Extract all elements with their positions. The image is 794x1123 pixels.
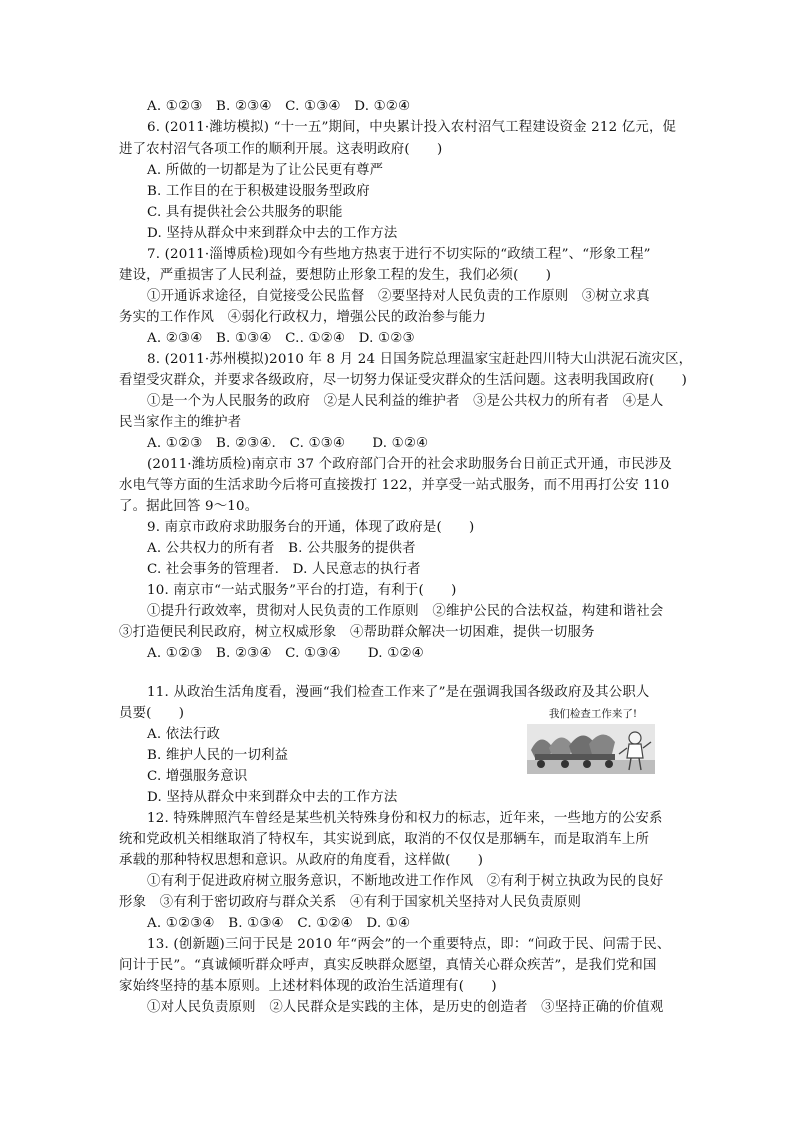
- q6-option-d: D. 坚持从群众中来到群众中去的工作方法: [147, 226, 398, 241]
- q13-stem-line-1: 13. (创新题)三问于民是 2010 年“两会”的一个重要特点，即：“问政于民、问需于民、: [147, 937, 671, 952]
- q13-stem-line-3: 家始终坚持的基本原则。上述材料体现的政治生活道理有( ): [119, 979, 497, 994]
- q7-options: A. ②③④ B. ①③④ C.. ①②④ D. ①②③: [147, 331, 415, 346]
- q8-items-line-2: 民当家作主的维护者: [119, 415, 242, 430]
- q11-option-d: D. 坚持从群众中来到群众中去的工作方法: [147, 790, 398, 805]
- q6-option-c: C. 具有提供社会公共服务的职能: [147, 205, 343, 220]
- q7-stem-line-2: 建设，严重损害了人民利益，要想防止形象工程的发生，我们必须( ): [119, 268, 552, 283]
- q9-options-ab: A. 公共权力的所有者 B. 公共服务的提供者: [147, 541, 416, 556]
- cartoon-caption: 我们检查工作来了!: [548, 708, 638, 720]
- q6-stem-line-1: 6. (2011·潍坊模拟) “十一五”期间，中央累计投入农村沼气工程建设资金 212 亿元，促: [147, 120, 677, 135]
- q8-items-line-1: ①是一个为人民服务的政府 ②是人民利益的维护者 ③是公共权力的所有者 ④是人: [147, 394, 664, 409]
- q7-items-line-2: 务实的工作作风 ④弱化行政权力，增强公民的政治参与能力: [119, 310, 486, 325]
- q12-stem-line-2: 统和党政机关相继取消了特权车，其实说到底，取消的不仅仅是那辆车，而是取消车上所: [119, 832, 650, 847]
- q11-stem-line-1: 11. 从政治生活角度看，漫画“我们检查工作来了”是在强调我国各级政府及其公职人: [147, 685, 650, 700]
- q8-options: A. ①②③ B. ②③④. C. ①③④ D. ①②④: [147, 436, 429, 451]
- q10-items-line-2: ③打造便民利民政府，树立权威形象 ④帮助群众解决一切困难，提供一切服务: [119, 625, 595, 640]
- q8-stem-line-2: 看望受灾群众，并要求各级政府，尽一切努力保证受灾群众的生活问题。这表明我国政府( ): [119, 373, 688, 388]
- q13-items-line-1: ①对人民负责原则 ②人民群众是实践的主体，是历史的创造者 ③坚持正确的价值观: [147, 1000, 664, 1015]
- q8-stem-line-1: 8. (2011·苏州模拟)2010 年 8 月 24 日国务院总理温家宝赶赴四川特大山洪泥石流灾区，: [147, 352, 693, 367]
- q5-options: A. ①②③ B. ②③④ C. ①③④ D. ①②④: [147, 99, 411, 114]
- q6-option-a: A. 所做的一切都是为了让公民更有尊严: [147, 163, 384, 178]
- q7-stem-line-1: 7. (2011·淄博质检)现如今有些地方热衷于进行不切实际的“政绩工程”、“形象工程”: [147, 247, 651, 262]
- q12-stem-line-1: 12. 特殊牌照汽车曾经是某些机关特殊身份和权力的标志，近年来，一些地方的公安系: [147, 811, 663, 826]
- q9-options-cd: C. 社会事务的管理者. D. 人民意志的执行者: [147, 562, 421, 577]
- q6-stem-line-2: 进了农村沼气各项工作的顺利开展。这表明政府( ): [119, 142, 443, 157]
- q10-items-line-1: ①提升行政效率，贯彻对人民负责的工作原则 ②维护公民的合法权益，构建和谐社会: [147, 604, 664, 619]
- q12-items-line-1: ①有利于促进政府树立服务意识，不断地改进工作作风 ②有利于树立执政为民的良好: [147, 874, 664, 889]
- material-line-2: 水电气等方面的生活求助今后将可直接拨打 122，并享受一站式服务，而不用再打公安 110: [119, 478, 670, 493]
- q12-items-line-2: 形象 ③有利于密切政府与群众关系 ④有利于国家机关坚持对人民负责原则: [119, 895, 582, 910]
- material-line-3: 了。据此回答 9～10。: [119, 499, 259, 514]
- q10-options: A. ①②③ B. ②③④ C. ①③④ D. ①②④: [147, 646, 424, 661]
- q12-options: A. ①②③④ B. ①③④ C. ①②④ D. ①④: [147, 916, 411, 931]
- q6-option-b: B. 工作目的在于积极建设服务型政府: [147, 184, 370, 199]
- material-line-1: (2011·潍坊质检)南京市 37 个政府部门合开的社会求助服务台日前正式开通，市民涉及: [147, 457, 673, 472]
- q10-stem: 10. 南京市“一站式服务”平台的打造，有利于( ): [147, 583, 457, 598]
- q12-stem-line-3: 承载的那种特权思想和意识。从政府的角度看，这样做( ): [119, 853, 484, 868]
- q7-items-line-1: ①开通诉求途径，自觉接受公民监督 ②要坚持对人民负责的工作原则 ③树立求真: [147, 289, 650, 304]
- q11-option-b: B. 维护人民的一切利益: [147, 748, 289, 763]
- q13-stem-line-2: 问计于民”。“真诚倾听群众呼声，真实反映群众愿望，真情关心群众疾苦”，是我们党和国: [119, 958, 657, 973]
- q9-stem: 9. 南京市政府求助服务台的开通，体现了政府是( ): [147, 520, 475, 535]
- cartoon-illustration-icon: [527, 724, 655, 774]
- q11-option-a: A. 依法行政: [147, 727, 221, 742]
- q11-option-c: C. 增强服务意识: [147, 769, 248, 784]
- q11-stem-line-2: 员要( ): [119, 706, 185, 721]
